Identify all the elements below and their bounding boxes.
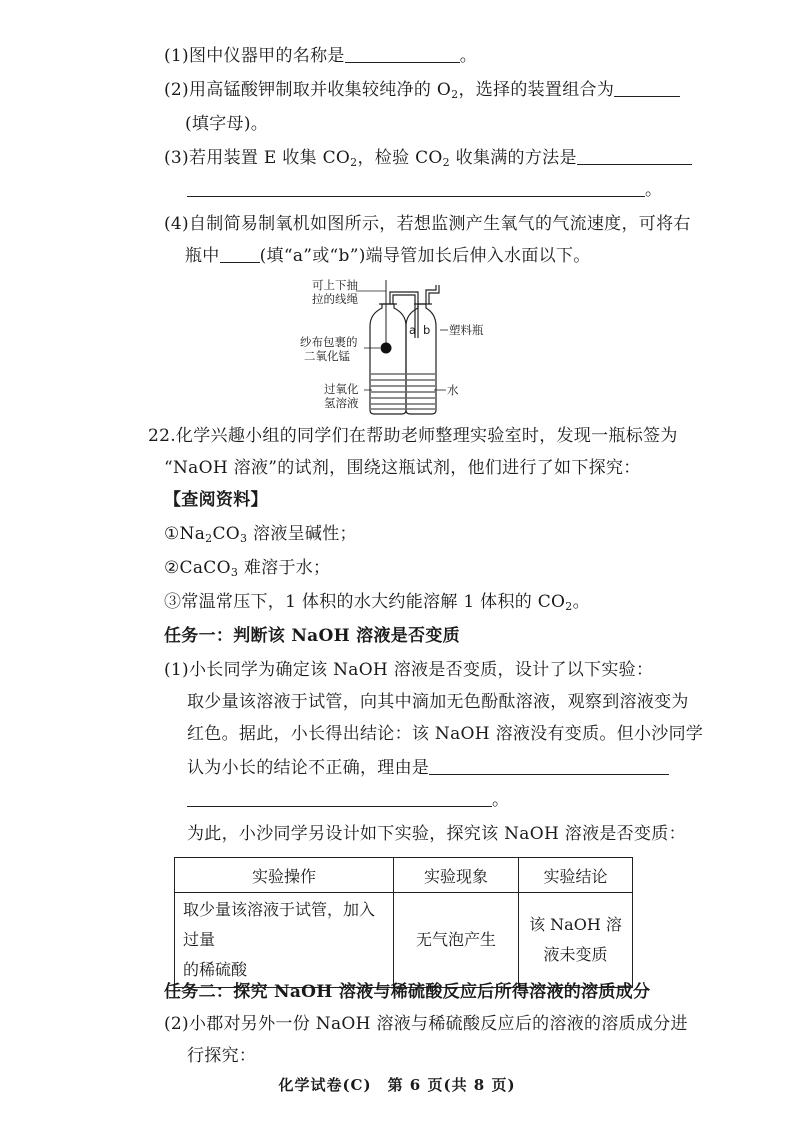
question-1-text: (1)图中仪器甲的名称是: [164, 46, 345, 66]
conclusion-line1: 该 NaOH 溶: [529, 915, 622, 934]
info-item-2: [164, 556, 330, 580]
label-a: a: [409, 323, 417, 337]
question-2-text: (2)用高锰酸钾制取并收集较纯净的 O: [164, 80, 452, 100]
text: 认为小长的结论不正确，理由是: [187, 758, 430, 778]
table-row: [175, 893, 633, 988]
question-2-line2: (填字母)。: [185, 114, 269, 134]
task-1-title: 任务一：判断该 NaOH 溶液是否变质: [164, 626, 460, 646]
page-footer: 化学试卷(C) 第 6 页(共 8 页): [278, 1076, 516, 1094]
oxygen-generator-figure: [290, 278, 500, 416]
question-3: [164, 146, 692, 170]
question-22-line1: 22.化学兴趣小组的同学们在帮助老师整理实验室时，发现一瓶标签为: [148, 426, 678, 446]
text: ①Na: [164, 524, 206, 544]
text: 。: [572, 592, 590, 612]
right-bottle: [406, 304, 436, 414]
label-rope-1: 可上下抽: [312, 278, 358, 292]
question-3-text-cont: ，检验 CO: [357, 148, 443, 168]
answer-blank[interactable]: [187, 788, 492, 807]
text: ②CaCO: [164, 558, 231, 578]
cell-operation: [175, 893, 394, 988]
task-2-question-2-line1: (2)小郡对另外一份 NaOH 溶液与稀硫酸反应后的溶液的溶质成分进: [164, 1014, 688, 1034]
question-2: [164, 78, 680, 102]
question-3-text-cont2: 收集满的方法是: [449, 148, 577, 168]
info-item-1: [164, 522, 357, 546]
answer-blank[interactable]: [577, 146, 692, 165]
info-item-3: [164, 590, 590, 614]
text: ③常温常压下，1 体积的水大约能溶解 1 体积的 CO: [164, 592, 566, 612]
task-1-paragraph-line5: 为此，小沙同学另设计如下实验，探究该 NaOH 溶液是否变质：: [187, 824, 686, 844]
answer-blank[interactable]: [220, 244, 260, 263]
label-peroxide-2: 氢溶液: [324, 396, 359, 410]
label-b: b: [423, 323, 431, 337]
question-2-text-cont: ，选择的装置组合为: [458, 80, 615, 100]
label-rope-2: 拉的线绳: [312, 292, 358, 306]
question-22-line2: “NaOH 溶液”的试剂，围绕这瓶试剂，他们进行了如下探究：: [164, 458, 641, 478]
conclusion-line2: 液未变质: [543, 945, 608, 964]
subscript: 2: [350, 156, 358, 169]
subscript: 2: [205, 532, 213, 545]
water-liquid: [407, 374, 435, 409]
task-1-question-1: (1)小长同学为确定该 NaOH 溶液是否变质，设计了以下实验：: [164, 660, 654, 680]
experiment-table: [174, 857, 633, 988]
question-3-text: (3)若用装置 E 收集 CO: [164, 148, 351, 168]
task-1-paragraph-line3: [187, 756, 669, 780]
hydrogen-peroxide-liquid: [371, 374, 405, 409]
task-1-paragraph-line4: [187, 788, 509, 812]
punctuation: 。: [645, 180, 663, 200]
label-peroxide-1: 过氧化: [324, 382, 359, 396]
task-2-title: 任务二：探究 NaOH 溶液与稀硫酸反应后所得溶液的溶质成分: [164, 982, 651, 1002]
manganese-dioxide-bag: [381, 343, 392, 354]
task-2-question-2-line2: 行探究：: [187, 1046, 257, 1066]
punctuation: 。: [459, 46, 477, 66]
answer-blank[interactable]: [614, 78, 680, 97]
question-4-line2: [185, 244, 591, 268]
left-bottle: [370, 304, 406, 414]
question-3-line2: [187, 178, 662, 202]
info-title: 【查阅资料】: [164, 490, 268, 510]
cell-conclusion: [519, 893, 633, 988]
question-1: [164, 44, 477, 68]
subscript: 2: [565, 600, 573, 613]
task-1-paragraph-line2: 红色。据此，小长得出结论：该 NaOH 溶液没有变质。但小沙同学: [187, 724, 704, 744]
question-4-line1: (4)自制简易制氧机如图所示，若想监测产生氧气的气流速度，可将右: [164, 214, 691, 234]
question-4-text: 瓶中: [185, 246, 220, 266]
header-operation: 实验操作: [175, 858, 394, 893]
task-1-paragraph-line1: 取少量该溶液于试管，向其中滴加无色酚酞溶液，观察到溶液变为: [187, 692, 689, 712]
header-conclusion: 实验结论: [519, 858, 633, 893]
text: CO: [212, 524, 241, 544]
label-bag-1: 纱布包裹的: [300, 335, 358, 349]
subscript: 3: [240, 532, 248, 545]
label-plastic-bottle: 塑料瓶: [449, 323, 484, 337]
subscript: 2: [451, 88, 459, 101]
operation-line1: 取少量该溶液于试管，加入过量: [183, 900, 376, 949]
text: 溶液呈碱性；: [247, 524, 357, 544]
subscript: 3: [230, 566, 239, 579]
label-water: 水: [447, 383, 459, 397]
question-4-text-cont: (填“a”或“b”)端导管加长后伸入水面以下。: [259, 246, 591, 266]
operation-line2: 的稀硫酸: [183, 960, 248, 979]
answer-blank[interactable]: [429, 756, 669, 775]
cell-phenomenon: 无气泡产生: [394, 893, 519, 988]
answer-blank[interactable]: [187, 178, 645, 197]
punctuation: 。: [492, 790, 510, 810]
label-bag-2: 二氧化锰: [304, 349, 350, 363]
text: 难溶于水；: [238, 558, 331, 578]
answer-blank[interactable]: [345, 44, 460, 63]
header-phenomenon: 实验现象: [394, 858, 519, 893]
subscript: 2: [442, 156, 450, 169]
table-header-row: [175, 858, 633, 893]
